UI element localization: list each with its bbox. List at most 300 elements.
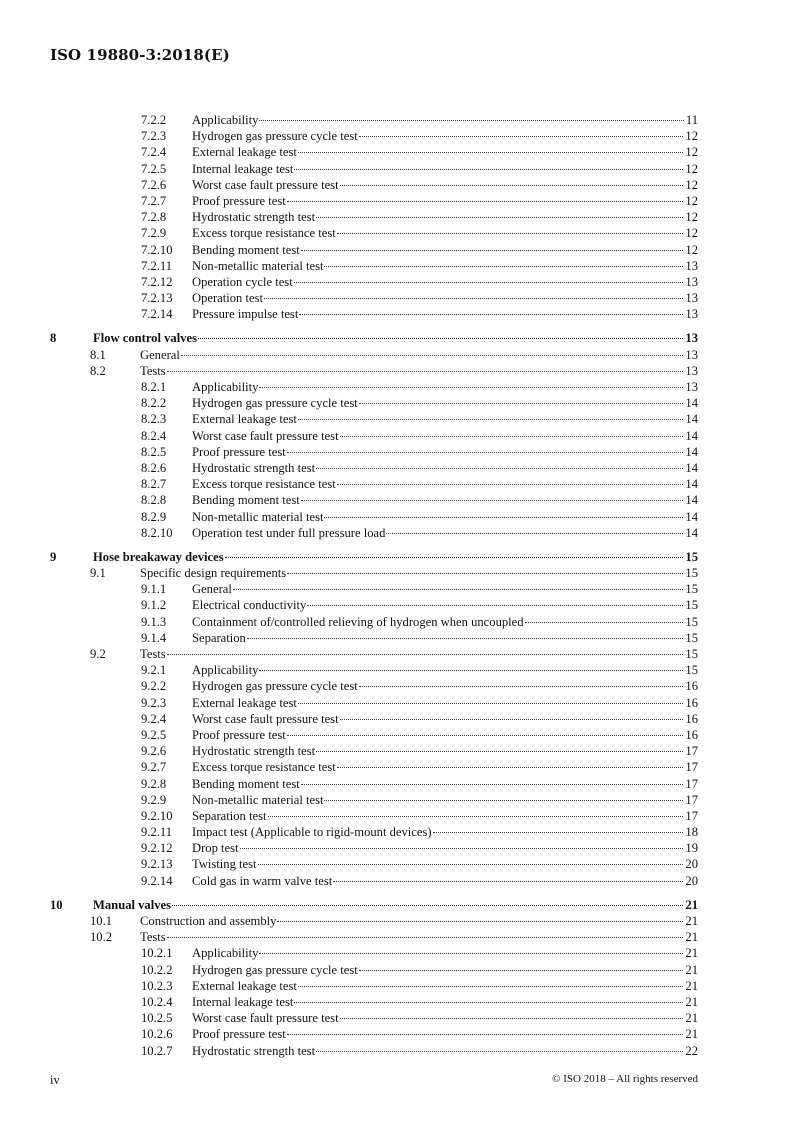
toc-entry[interactable] (50, 1026, 698, 1042)
toc-section-title: Applicability (192, 946, 259, 961)
toc-entry[interactable] (50, 711, 698, 727)
toc-section-number: 7.2.3 (141, 129, 167, 144)
toc-section-number: 9.2.5 (141, 727, 167, 742)
toc-dot-leader (240, 848, 684, 849)
toc-leader-line (192, 1026, 698, 1042)
toc-page-number: 14 (685, 428, 698, 443)
toc-entry[interactable] (50, 646, 698, 662)
toc-leader-line (192, 306, 698, 322)
toc-entry[interactable] (50, 492, 698, 508)
toc-section-number: 8.1 (90, 347, 106, 362)
toc-leader-line (192, 492, 698, 508)
toc-page-number: 14 (685, 509, 698, 524)
toc-dot-leader (316, 751, 683, 752)
toc-section-title: Twisting test (192, 857, 257, 872)
toc-leader-line (192, 945, 698, 961)
toc-entry[interactable] (50, 1010, 698, 1026)
toc-section-title: Proof pressure test (192, 727, 286, 742)
toc-leader-line (192, 840, 698, 856)
toc-page-number: 22 (685, 1043, 698, 1058)
toc-page-number: 15 (685, 549, 698, 564)
toc-section-title: Tests (140, 930, 166, 945)
toc-entry[interactable] (50, 112, 698, 128)
toc-dot-leader (259, 670, 683, 671)
toc-entry[interactable] (50, 695, 698, 711)
toc-leader-line (192, 776, 698, 792)
toc-leader-line (192, 112, 698, 128)
toc-leader-line (192, 144, 698, 160)
toc-page-number: 12 (685, 242, 698, 257)
toc-entry[interactable] (50, 347, 698, 363)
toc-page-number: 13 (685, 274, 698, 289)
toc-section-number: 7.2.12 (141, 274, 173, 289)
toc-section-number: 10.2.5 (141, 1011, 173, 1026)
toc-page-number: 17 (685, 808, 698, 823)
toc-section-title: Operation test (192, 291, 263, 306)
toc-dot-leader (307, 605, 683, 606)
toc-leader-line (192, 444, 698, 460)
toc-leader-line (192, 193, 698, 209)
toc-leader-line (192, 856, 698, 872)
toc-section-title: Bending moment test (192, 493, 300, 508)
toc-leader-line (192, 1043, 698, 1059)
toc-page-number: 12 (685, 210, 698, 225)
toc-page-number: 20 (685, 857, 698, 872)
toc-entry[interactable] (50, 209, 698, 225)
toc-leader-line (192, 290, 698, 306)
toc-entry[interactable] (50, 978, 698, 994)
toc-entry[interactable] (50, 379, 698, 395)
toc-entry[interactable] (50, 565, 698, 581)
toc-dot-leader (298, 986, 684, 987)
toc-page-number: 17 (685, 792, 698, 807)
toc-leader-line (192, 581, 698, 597)
toc-page-number: 21 (685, 914, 698, 928)
toc-entry[interactable] (50, 274, 698, 290)
toc-page-number: 19 (685, 841, 698, 856)
toc-section-number: 9.2.11 (141, 825, 173, 840)
toc-section-title: Hydrogen gas pressure cycle test (192, 129, 358, 144)
toc-page-number: 21 (685, 897, 698, 912)
toc-section-title: Hydrogen gas pressure cycle test (192, 396, 358, 411)
toc-section-number: 8.2.7 (141, 477, 167, 492)
toc-leader-line (192, 242, 698, 258)
toc-section-number: 8.2.10 (141, 525, 173, 540)
toc-section-title: Tests (140, 647, 166, 661)
toc-section-title: Tests (140, 363, 166, 378)
toc-leader-line (192, 225, 698, 241)
toc-section-number: 10.2.7 (141, 1043, 173, 1058)
toc-dot-leader (259, 120, 683, 121)
toc-page-number: 14 (685, 493, 698, 508)
toc-page-number: 16 (685, 727, 698, 742)
toc-leader-line (192, 209, 698, 225)
toc-section-title: Worst case fault pressure test (192, 177, 339, 192)
toc-section-title: Drop test (192, 841, 239, 856)
toc-leader-line (192, 258, 698, 274)
toc-section-title: Construction and assembly (140, 914, 277, 928)
toc-section-title: Hydrostatic strength test (192, 460, 316, 475)
toc-dot-leader (287, 735, 684, 736)
toc-entry[interactable] (50, 330, 698, 346)
toc-leader-line (140, 347, 698, 363)
toc-leader-line (192, 395, 698, 411)
toc-entry[interactable] (50, 258, 698, 274)
toc-leader-line (192, 411, 698, 427)
toc-dot-leader (294, 1002, 683, 1003)
toc-dot-leader (259, 953, 683, 954)
toc-leader-line (192, 759, 698, 775)
toc-leader-line (140, 646, 698, 662)
toc-page-number: 14 (685, 460, 698, 475)
toc-leader-line (192, 379, 698, 395)
toc-dot-leader (386, 533, 683, 534)
toc-entry[interactable] (50, 873, 698, 889)
toc-entry[interactable] (50, 549, 698, 565)
toc-dot-leader (258, 864, 684, 865)
toc-leader-line (93, 549, 698, 565)
toc-dot-leader (233, 589, 684, 590)
toc-section-number: 8.2.3 (141, 412, 167, 427)
toc-section-number: 9.2.13 (141, 857, 173, 872)
toc-section-title: Internal leakage test (192, 161, 294, 176)
toc-section-title: Bending moment test (192, 242, 300, 257)
toc-dot-leader (294, 169, 683, 170)
toc-dot-leader (198, 338, 683, 339)
toc-section-title: Excess torque resistance test (192, 226, 336, 241)
toc-section-number: 8.2.2 (141, 396, 167, 411)
toc-dot-leader (167, 371, 684, 372)
copyright-notice: © ISO 2018 – All rights reserved (552, 1073, 698, 1085)
toc-section-number: 9.2.6 (141, 744, 167, 759)
toc-section-number: 8.2.4 (141, 428, 167, 443)
toc-section-title: Hydrostatic strength test (192, 744, 316, 759)
toc-page-number: 12 (685, 145, 698, 160)
toc-dot-leader (340, 436, 684, 437)
toc-section-number: 9.2.1 (141, 663, 167, 678)
toc-page-number: 15 (685, 566, 698, 581)
toc-section-title: Proof pressure test (192, 1027, 286, 1042)
toc-entry[interactable] (50, 428, 698, 444)
toc-leader-line (192, 525, 698, 541)
toc-dot-leader (294, 282, 684, 283)
toc-section-number: 7.2.7 (141, 193, 167, 208)
toc-page-number: 20 (685, 873, 698, 888)
toc-dot-leader (298, 152, 684, 153)
toc-dot-leader (301, 500, 684, 501)
toc-page-number: 15 (685, 663, 698, 678)
toc-section-number: 7.2.10 (141, 242, 173, 257)
toc-section-number: 10.1 (90, 914, 113, 928)
toc-entry[interactable] (50, 128, 698, 144)
toc-page-number: 21 (685, 1027, 698, 1042)
toc-leader-line (192, 460, 698, 476)
toc-leader-line (192, 597, 698, 613)
toc-leader-line (192, 128, 698, 144)
toc-page-number: 15 (685, 582, 698, 597)
toc-entry[interactable] (50, 614, 698, 630)
toc-leader-line (140, 565, 698, 581)
toc-leader-line (192, 727, 698, 743)
toc-entry[interactable] (50, 144, 698, 160)
toc-section-number: 8.2.5 (141, 444, 167, 459)
toc-dot-leader (247, 638, 684, 639)
toc-section-number: 7.2.14 (141, 307, 173, 322)
toc-section-title: Applicability (192, 113, 259, 127)
toc-page-number: 14 (685, 477, 698, 492)
toc-page-number: 21 (685, 994, 698, 1009)
toc-dot-leader (333, 881, 683, 882)
toc-leader-line (93, 897, 698, 913)
toc-page-number: 12 (685, 177, 698, 192)
toc-dot-leader (340, 1018, 684, 1019)
toc-section-number: 9.2.12 (141, 841, 173, 856)
toc-entry[interactable] (50, 856, 698, 872)
toc-page-number: 17 (685, 776, 698, 791)
toc-dot-leader (277, 921, 683, 922)
toc-leader-line (192, 662, 698, 678)
toc-leader-line (192, 177, 698, 193)
toc-section-number: 7.2.11 (141, 258, 173, 273)
toc-leader-line (192, 161, 698, 177)
toc-section-title: Operation cycle test (192, 274, 293, 289)
toc-entry[interactable] (50, 929, 698, 945)
toc-section-title: Bending moment test (192, 776, 300, 791)
toc-page-number: 13 (685, 331, 698, 346)
toc-leader-line (192, 994, 698, 1010)
toc-dot-leader (268, 816, 684, 817)
toc-page-number: 13 (685, 347, 698, 362)
toc-section-number: 10.2 (90, 930, 113, 945)
toc-section-title: Electrical conductivity (192, 598, 307, 613)
toc-section-number: 9.1.3 (141, 614, 167, 629)
toc-section-number: 9.2.3 (141, 695, 167, 710)
toc-entry[interactable] (50, 945, 698, 961)
toc-dot-leader (167, 654, 684, 655)
toc-dot-leader (316, 217, 683, 218)
toc-section-title: Applicability (192, 663, 259, 678)
toc-leader-line (192, 695, 698, 711)
toc-page-number: 12 (685, 161, 698, 176)
toc-section-title: Internal leakage test (192, 994, 294, 1009)
toc-dot-leader (259, 387, 683, 388)
toc-section-number: 7.2.13 (141, 291, 173, 306)
toc-entry[interactable] (50, 460, 698, 476)
toc-section-number: 10.2.1 (141, 946, 173, 961)
toc-page-number: 18 (685, 825, 698, 840)
toc-section-title: Non-metallic material test (192, 258, 324, 273)
toc-page-number: 13 (685, 363, 698, 378)
toc-entry[interactable] (50, 792, 698, 808)
toc-section-title: External leakage test (192, 695, 297, 710)
toc-section-title: Hydrogen gas pressure cycle test (192, 962, 358, 977)
toc-entry[interactable] (50, 962, 698, 978)
toc-leader-line (192, 428, 698, 444)
toc-section-title: Applicability (192, 380, 259, 394)
toc-dot-leader (287, 573, 683, 574)
toc-entry[interactable] (50, 242, 698, 258)
toc-section-number: 7.2.5 (141, 161, 167, 176)
toc-dot-leader (324, 517, 683, 518)
toc-dot-leader (324, 800, 683, 801)
toc-dot-leader (359, 686, 684, 687)
toc-section-title: External leakage test (192, 145, 297, 160)
toc-section-number: 9.1.1 (141, 582, 167, 597)
toc-entry[interactable] (50, 727, 698, 743)
toc-entry[interactable] (50, 840, 698, 856)
toc-section-title: Proof pressure test (192, 444, 286, 459)
toc-section-number: 9.1 (90, 566, 106, 581)
toc-page-number: 14 (685, 444, 698, 459)
toc-section-title: Hydrostatic strength test (192, 210, 316, 225)
toc-entry[interactable] (50, 630, 698, 646)
toc-leader-line (192, 824, 698, 840)
toc-entry[interactable] (50, 177, 698, 193)
toc-section-number: 8.2.9 (141, 509, 167, 524)
toc-section-title: Cold gas in warm valve test (192, 873, 333, 888)
toc-entry[interactable] (50, 913, 698, 929)
toc-section-title: Impact test (Applicable to rigid-mount devices) (192, 825, 432, 840)
table-of-contents (50, 112, 698, 1059)
toc-page-number: 21 (685, 946, 698, 961)
toc-entry[interactable] (50, 306, 698, 322)
toc-section-number: 7.2.2 (141, 113, 167, 127)
toc-section-number: 10.2.4 (141, 994, 173, 1009)
toc-section-number: 9.2.9 (141, 792, 167, 807)
toc-section-number: 9.2.2 (141, 679, 167, 694)
toc-dot-leader (287, 1034, 684, 1035)
toc-entry[interactable] (50, 581, 698, 597)
toc-dot-leader (359, 403, 684, 404)
toc-section-title: Flow control valves (93, 331, 198, 346)
toc-leader-line (93, 330, 698, 346)
toc-entry[interactable] (50, 1043, 698, 1059)
toc-leader-line (192, 711, 698, 727)
toc-leader-line (192, 630, 698, 646)
toc-page-number: 12 (685, 129, 698, 144)
toc-section-title: Separation (192, 630, 246, 645)
toc-dot-leader (181, 355, 684, 356)
toc-entry[interactable] (50, 897, 698, 913)
toc-section-number: 8.2.8 (141, 493, 167, 508)
toc-page-number: 15 (685, 647, 698, 661)
toc-section-number: 8 (50, 331, 57, 346)
toc-entry[interactable] (50, 525, 698, 541)
toc-dot-leader (337, 233, 684, 234)
toc-page-number: 15 (685, 630, 698, 645)
toc-section-number: 7.2.8 (141, 210, 167, 225)
toc-entry[interactable] (50, 161, 698, 177)
toc-leader-line (192, 743, 698, 759)
toc-entry[interactable] (50, 509, 698, 525)
toc-entry[interactable] (50, 662, 698, 678)
toc-section-title: Hydrostatic strength test (192, 1043, 316, 1058)
toc-page-number: 17 (685, 744, 698, 759)
toc-section-number: 10 (50, 897, 63, 912)
toc-section-number: 8.2 (90, 363, 106, 378)
toc-section-number: 9.2.4 (141, 711, 167, 726)
toc-entry[interactable] (50, 678, 698, 694)
toc-section-number: 9.2.7 (141, 760, 167, 775)
toc-dot-leader (298, 419, 684, 420)
document-header: ISO 19880-3:2018(E) (50, 46, 230, 64)
toc-page-number: 15 (685, 598, 698, 613)
toc-page-number: 17 (685, 760, 698, 775)
page-number: iv (50, 1073, 60, 1087)
toc-entry[interactable] (50, 444, 698, 460)
toc-entry[interactable] (50, 193, 698, 209)
toc-dot-leader (298, 703, 684, 704)
toc-leader-line (192, 1010, 698, 1026)
toc-dot-leader (433, 832, 684, 833)
toc-section-number: 10.2.3 (141, 978, 173, 993)
toc-entry[interactable] (50, 824, 698, 840)
toc-section-title: Excess torque resistance test (192, 477, 336, 492)
toc-page-number: 13 (685, 307, 698, 322)
toc-section-number: 9.2.10 (141, 808, 173, 823)
toc-leader-line (192, 808, 698, 824)
toc-leader-line (192, 274, 698, 290)
toc-entry[interactable] (50, 597, 698, 613)
toc-section-title: Hydrogen gas pressure cycle test (192, 679, 358, 694)
toc-section-title: General (192, 582, 232, 597)
toc-section-title: External leakage test (192, 412, 297, 427)
toc-entry[interactable] (50, 808, 698, 824)
toc-section-title: Non-metallic material test (192, 509, 324, 524)
toc-page-number: 21 (685, 978, 698, 993)
toc-section-title: Separation test (192, 808, 267, 823)
toc-section-title: Containment of/controlled relieving of hydrogen when uncoupled (192, 614, 524, 629)
toc-entry[interactable] (50, 290, 698, 306)
toc-section-number: 9.2 (90, 647, 106, 661)
toc-section-number: 10.2.2 (141, 962, 173, 977)
toc-entry[interactable] (50, 994, 698, 1010)
toc-entry[interactable] (50, 776, 698, 792)
toc-entry[interactable] (50, 395, 698, 411)
toc-page-number: 16 (685, 679, 698, 694)
toc-section-title: Worst case fault pressure test (192, 1011, 339, 1026)
toc-entry[interactable] (50, 743, 698, 759)
toc-section-title: External leakage test (192, 978, 297, 993)
toc-leader-line (140, 913, 698, 929)
toc-section-title: Operation test under full pressure load (192, 525, 386, 540)
toc-dot-leader (316, 468, 683, 469)
toc-dot-leader (299, 314, 683, 315)
toc-dot-leader (359, 970, 684, 971)
toc-entry[interactable] (50, 363, 698, 379)
toc-page-number: 13 (685, 291, 698, 306)
toc-page-number: 16 (685, 711, 698, 726)
toc-section-number: 9.1.2 (141, 598, 167, 613)
toc-entry[interactable] (50, 476, 698, 492)
toc-leader-line (192, 678, 698, 694)
toc-page-number: 13 (685, 258, 698, 273)
toc-section-title: Specific design requirements (140, 566, 287, 581)
toc-leader-line (192, 873, 698, 889)
toc-section-number: 7.2.4 (141, 145, 167, 160)
toc-page-number: 14 (685, 525, 698, 540)
toc-leader-line (192, 792, 698, 808)
toc-dot-leader (172, 905, 683, 906)
toc-section-title: Pressure impulse test (192, 307, 299, 322)
toc-entry[interactable] (50, 759, 698, 775)
toc-section-title: Manual valves (93, 897, 172, 912)
toc-entry[interactable] (50, 411, 698, 427)
toc-leader-line (140, 929, 698, 945)
toc-section-title: Proof pressure test (192, 193, 286, 208)
toc-dot-leader (287, 201, 684, 202)
toc-entry[interactable] (50, 225, 698, 241)
